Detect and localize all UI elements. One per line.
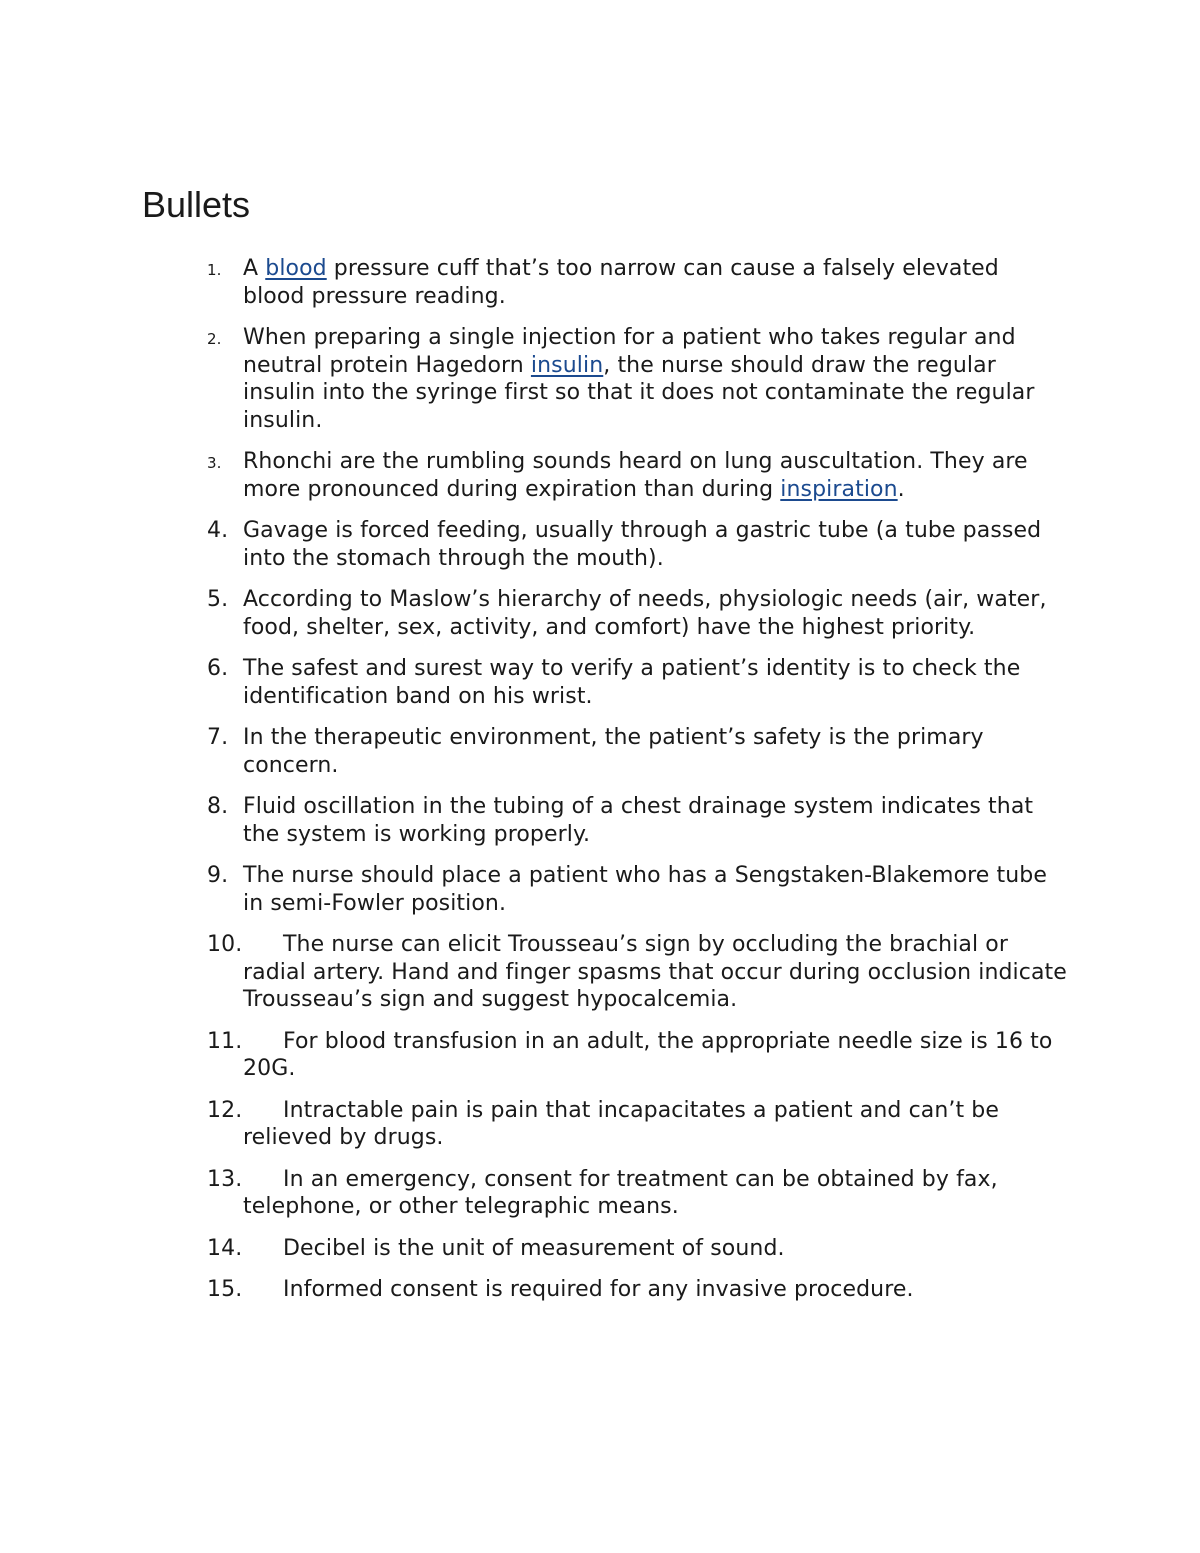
item-number: 12. [207,1097,243,1123]
item-text: Fluid oscillation in the tubing of a chest drainage system indicates that the system is working properly. [243,794,1034,847]
item-text: Decibel is the unit of measurement of sound. [283,1235,785,1261]
item-text: In the therapeutic environment, the patient’s safety is the primary concern. [243,725,984,778]
list-item [207,862,1067,917]
list-item [207,1166,1067,1221]
item-number: 2. [207,330,222,348]
item-text: When preparing a single injection for a patient who takes regular and neutral protein Hagedorn [243,325,1016,378]
inspiration-link[interactable]: inspiration [780,476,898,502]
item-text: pressure cuff that’s too narrow can cause a falsely elevated blood pressure reading. [243,256,999,309]
list-item [207,586,1067,641]
list-item [207,448,1067,503]
list-item [207,931,1067,1014]
list-item [207,517,1067,572]
item-text: Rhonchi are the rumbling sounds heard on lung auscultation. They are more pronounced during expiration than during [243,449,1028,502]
bullet-list [207,255,1067,1318]
item-number: 4. [207,518,229,543]
item-number: 7. [207,725,229,750]
item-number: 5. [207,587,229,612]
item-number: 14. [207,1235,243,1261]
list-item [207,1235,1067,1263]
item-number: 6. [207,656,229,681]
item-text: Informed consent is required for any invasive procedure. [283,1277,914,1302]
item-text: . [897,476,905,502]
item-text: For blood transfusion in an adult, the appropriate needle size is 16 to 20G. [243,1028,1053,1081]
item-text: The nurse can elicit Trousseau’s sign by occluding the brachial or radial artery. Hand and finger spasms that occur during occlusion indicate Trousseau’s sign and suggest hypocalcemia. [243,932,1067,1012]
list-item [207,1028,1067,1083]
insulin-link[interactable]: insulin [530,352,604,378]
list-item [207,255,1067,310]
item-text: The nurse should place a patient who has a Sengstaken-Blakemore tube in semi-Fowler position. [243,863,1047,916]
list-item [207,724,1067,779]
item-number: 10. [207,932,243,957]
item-number: 1. [207,261,222,279]
list-item [207,655,1067,710]
item-text: In an emergency, consent for treatment can be obtained by fax, telephone, or other telegraphic means. [243,1166,998,1219]
page-title: Bullets [142,184,251,225]
list-item [207,793,1067,848]
item-text: , the nurse should draw the regular insulin into the syringe first so that it does not contaminate the regular insulin. [243,352,1035,433]
list-item [207,1276,1067,1304]
blood-link[interactable]: blood [265,256,327,281]
item-number: 8. [207,794,229,819]
item-text: Intractable pain is pain that incapacitates a patient and can’t be relieved by drugs. [243,1097,1000,1150]
item-text: According to Maslow’s hierarchy of needs, physiologic needs (air, water, food, shelter, sex, activity, and comfort) have the highest priority. [243,587,1047,640]
item-number: 13. [207,1166,243,1192]
item-number: 15. [207,1277,243,1302]
item-text: A [243,256,266,281]
item-number: 9. [207,863,229,888]
item-number: 3. [207,454,222,472]
item-number: 11. [207,1028,243,1054]
list-item [207,324,1067,434]
item-text: Gavage is forced feeding, usually through a gastric tube (a tube passed into the stomach through the mouth). [243,518,1042,571]
list-item [207,1097,1067,1152]
item-text: The safest and surest way to verify a patient’s identity is to check the identification band on his wrist. [243,656,1021,709]
